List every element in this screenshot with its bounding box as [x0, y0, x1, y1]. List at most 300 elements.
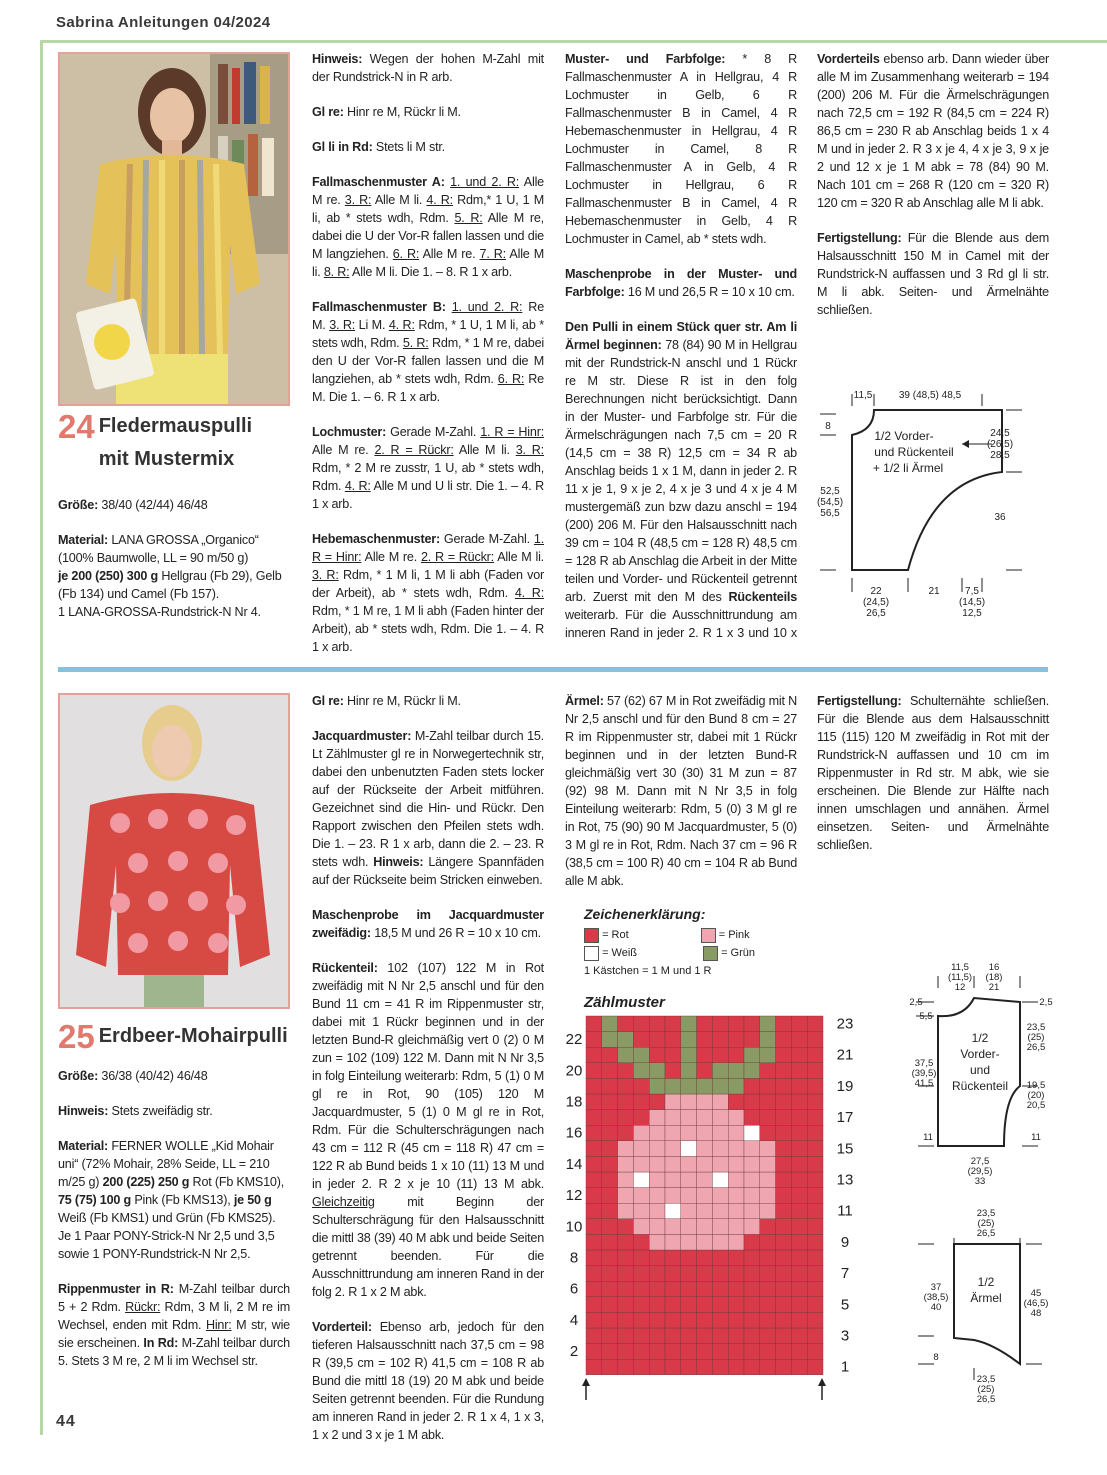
- chart-cell: [665, 1312, 681, 1328]
- chart-cell: [744, 1047, 760, 1063]
- project-24-number: 24: [58, 408, 95, 445]
- amount-value: Hellgrau (Fb 29), Gelb (Fb 134) und Camel (Fb 157).: [58, 569, 282, 601]
- p25-hinweis-label: Hinweis:: [58, 1104, 109, 1118]
- chart-cell: [697, 1016, 713, 1032]
- chart-cell: [586, 1344, 602, 1360]
- chart-cell: [649, 1016, 665, 1032]
- row-label-right: 21: [836, 1046, 854, 1064]
- chart-cell: [649, 1234, 665, 1250]
- chart-cell: [681, 1344, 697, 1360]
- chart-cell: [649, 1312, 665, 1328]
- chart-cell: [618, 1141, 634, 1157]
- row-label-left: 18: [565, 1093, 583, 1111]
- chart-cell: [586, 1266, 602, 1282]
- chart-cell: [760, 1063, 776, 1079]
- loch-r4: 4. R:: [344, 479, 371, 493]
- chart-cell: [791, 1063, 807, 1079]
- p25-vt-label: Vorderteil:: [312, 1320, 372, 1334]
- chart-cell: [776, 1312, 792, 1328]
- chart-cell: [744, 1094, 760, 1110]
- p25-rt-a: 102 (107) 122 M in Rot zweifädig mit N Nr 2,5 anschl und für den Bund 11 cm = 41 R im Rippenmuster str, dabei mit 1 Rückr beginnen und in der letzten Bund-R gleichmäßig vert 0 (2) 0 M zun = 102 (109) 122 M. Dann mit N Nr 3,5 in folg Einteilung weiterarb: Rdm, 5 (1) 0 M gl re in Rot, 90 (105) 120 M Jacquardmuster, 5 (1) 0 M gl re in Rot, Rdm. Für die Schulterschrägungen nach 43 cm = 112 R (45 cm = 118 R) 47 cm = 122 R ab Bund beids 1 x 10 (11) 13 M und in jeder 2. R 2 x je 10 (11) 13 M abk.: [312, 961, 544, 1191]
- chart-cell: [665, 1172, 681, 1188]
- legend-kaestchen: 1 Kästchen = 1 M und 1 R: [584, 965, 712, 977]
- row-label-right: 7: [840, 1265, 850, 1283]
- chart-cell: [697, 1141, 713, 1157]
- fmA-r8: 8. R:: [323, 265, 350, 279]
- chart-cell: [586, 1156, 602, 1172]
- chart-cell: [712, 1266, 728, 1282]
- mp-value: 16 M und 26,5 R = 10 x 10 cm.: [627, 285, 795, 299]
- p25-fert-value: Schulternähte schließen. Für die Blende aus dem Halsausschnitt 115 (115) 120 M zweifädig in Rot mit der Rundstrick-N auffassen und 10 cm im Rippenmuster in Rd str. M abk, wie sie erscheinen. Die Blende zur Hälfte nach innen umschlagen und annähen. Ärmel einsetzen. Seiten- und Ärmelnähte schließen.: [817, 694, 1049, 852]
- chart-cell: [728, 1016, 744, 1032]
- chart-cell: [807, 1328, 823, 1344]
- row-label-left: 14: [565, 1155, 583, 1173]
- chart-cell: [633, 1344, 649, 1360]
- heb-a: Gerade M-Zahl.: [443, 532, 530, 546]
- ss-r3: 48: [1030, 1308, 1042, 1319]
- sb-bot1: 27,5: [970, 1156, 990, 1167]
- chart-cell: [744, 1172, 760, 1188]
- chart-cell: [602, 1203, 618, 1219]
- chart-cell: [728, 1125, 744, 1141]
- chart-cell: [760, 1172, 776, 1188]
- chart-cell: [712, 1312, 728, 1328]
- ss-r2: (46,5): [1023, 1298, 1049, 1309]
- s24-left-mid2: (54,5): [816, 497, 844, 508]
- row-label-right: 23: [836, 1015, 854, 1033]
- chart-cell: [712, 1110, 728, 1126]
- sb-m1: 37,5: [914, 1058, 934, 1069]
- chart-cell: [602, 1328, 618, 1344]
- chart-cell: [744, 1141, 760, 1157]
- chart-cell: [649, 1188, 665, 1204]
- chart-cell: [602, 1219, 618, 1235]
- chart-cell: [744, 1078, 760, 1094]
- p25-rip-d: M-Zahl teilbar durch 5. Stets 3 M re, 2 M li im Wechsel str.: [58, 1336, 290, 1368]
- chart-cell: [602, 1110, 618, 1126]
- chart-cell: [665, 1063, 681, 1079]
- project-24-col2: [312, 50, 544, 673]
- chart-cell: [681, 1032, 697, 1048]
- row-label-right: 13: [836, 1171, 854, 1189]
- chart-cell: [776, 1141, 792, 1157]
- legend-gruen: [703, 944, 755, 962]
- chart-cell: [776, 1328, 792, 1344]
- chart-cell: [744, 1032, 760, 1048]
- chart-cell: [681, 1125, 697, 1141]
- p25-material-label: Material:: [58, 1139, 108, 1153]
- heb-r4-text: Rdm, * 1 M re, 1 M li abh (Faden hinter der Arbeit), ab * stets wdh, Rdm. Die 1. – 4. R 1 x arb.: [312, 604, 544, 654]
- sb-label4: Rückenteil: [951, 1079, 1009, 1093]
- chart-cell: [665, 1016, 681, 1032]
- chart-cell: [586, 1094, 602, 1110]
- chart-cell: [602, 1281, 618, 1297]
- chart-cell: [776, 1344, 792, 1360]
- chart-cell: [618, 1281, 634, 1297]
- chart-cell: [791, 1016, 807, 1032]
- chart-cell: [728, 1156, 744, 1172]
- project-25-title-text: Erdbeer-Mohairpulli: [98, 1025, 288, 1047]
- sb-rm3: 20,5: [1026, 1100, 1046, 1111]
- chart-cell: [602, 1032, 618, 1048]
- row-label-right: 3: [840, 1327, 850, 1345]
- chart-cell: [791, 1110, 807, 1126]
- chart-cell: [649, 1297, 665, 1313]
- chart-cell: [602, 1141, 618, 1157]
- chart-cell: [681, 1047, 697, 1063]
- chart-cell: [586, 1032, 602, 1048]
- chart-cell: [697, 1297, 713, 1313]
- chart-cell: [586, 1047, 602, 1063]
- chart-cell: [618, 1125, 634, 1141]
- chart-cell: [728, 1063, 744, 1079]
- s24-top-left: 11,5: [853, 390, 873, 401]
- sb-l1: 2,5: [909, 997, 923, 1008]
- page-frame-top: [40, 40, 1107, 43]
- chart-cell: [665, 1250, 681, 1266]
- chart-cell: [665, 1047, 681, 1063]
- chart-cell: [665, 1281, 681, 1297]
- chart-cell: [791, 1250, 807, 1266]
- chart-cell: [791, 1281, 807, 1297]
- chart-cell: [649, 1281, 665, 1297]
- fmB-r4: 4. R:: [388, 318, 415, 332]
- project-24-col1: [58, 496, 290, 638]
- chart-cell: [618, 1250, 634, 1266]
- chart-cell: [602, 1156, 618, 1172]
- chart-cell: [791, 1344, 807, 1360]
- loch-r2: 2. R = Rückr:: [374, 443, 454, 457]
- fmA-r6-text: Alle M re.: [422, 247, 476, 261]
- chart-cell: [697, 1312, 713, 1328]
- sb-m2: (39,5): [911, 1068, 937, 1079]
- chart-cell: [665, 1359, 681, 1375]
- legend-gruen-swatch: [703, 946, 718, 961]
- chart-cell: [744, 1312, 760, 1328]
- p25-jac-h: Hinweis:: [373, 855, 424, 869]
- chart-cell: [697, 1250, 713, 1266]
- chart-cell: [712, 1219, 728, 1235]
- chart-cell: [681, 1172, 697, 1188]
- chart-cell: [681, 1110, 697, 1126]
- chart-cell: [618, 1359, 634, 1375]
- chart-cell: [728, 1266, 744, 1282]
- chart-cell: [712, 1063, 728, 1079]
- chart-cell: [744, 1297, 760, 1313]
- chart-cell: [618, 1312, 634, 1328]
- legend-rot-text: = Rot: [602, 929, 629, 941]
- chart-cell: [791, 1266, 807, 1282]
- chart-cell: [712, 1141, 728, 1157]
- p25-glre-label: Gl re:: [312, 694, 344, 708]
- chart-cell: [807, 1281, 823, 1297]
- pulli-bold-2: Vorderteils: [817, 52, 880, 66]
- chart-cell: [618, 1266, 634, 1282]
- chart-cell: [776, 1156, 792, 1172]
- photo-illustration-24: [60, 54, 288, 404]
- chart-cell: [791, 1188, 807, 1204]
- chart-cell: [807, 1078, 823, 1094]
- p25-material-b1: 200 (225) 250 g: [102, 1175, 190, 1189]
- chart-cell: [633, 1094, 649, 1110]
- chart-cell: [618, 1094, 634, 1110]
- chart-cell: [681, 1266, 697, 1282]
- ss-b1: 23,5: [976, 1374, 996, 1385]
- chart-cell: [633, 1203, 649, 1219]
- chart-cell: [728, 1234, 744, 1250]
- fmA-r5: 5. R:: [454, 211, 483, 225]
- chart-cell: [791, 1032, 807, 1048]
- chart-cell: [760, 1297, 776, 1313]
- legend-weiss-swatch: [584, 946, 599, 961]
- chart-cell: [760, 1219, 776, 1235]
- chart-cell: [665, 1328, 681, 1344]
- sb-label3: und: [969, 1063, 991, 1077]
- chart-cell: [697, 1094, 713, 1110]
- ss-label1: 1/2: [977, 1275, 995, 1289]
- chart-cell: [728, 1172, 744, 1188]
- chart-cell: [791, 1328, 807, 1344]
- chart-cell: [776, 1266, 792, 1282]
- row-label-left: 4: [569, 1311, 579, 1329]
- fmA-r4-text: Rdm,* 1 U, 1 M li, ab * stets wdh, Rdm.: [312, 193, 544, 225]
- chart-cell: [760, 1312, 776, 1328]
- chart-cell: [791, 1141, 807, 1157]
- chart-cell: [602, 1078, 618, 1094]
- chart-cell: [633, 1016, 649, 1032]
- mf-label: Muster- und Farbfolge:: [565, 52, 726, 66]
- chart-cell: [760, 1032, 776, 1048]
- chart-cell: [586, 1328, 602, 1344]
- p25-rt-label: Rückenteil:: [312, 961, 378, 975]
- heb-r1: 1. R = Hinr:: [312, 532, 544, 564]
- chart-cell: [602, 1234, 618, 1250]
- chart-cell: [697, 1078, 713, 1094]
- sb-a3: 12: [954, 982, 966, 993]
- chart-cell: [602, 1297, 618, 1313]
- row-label-right: 15: [836, 1140, 854, 1158]
- chart-cell: [697, 1032, 713, 1048]
- chart-cell: [791, 1156, 807, 1172]
- chart-cell: [649, 1219, 665, 1235]
- chart-cell: [807, 1094, 823, 1110]
- chart-cell: [807, 1032, 823, 1048]
- chart-cell: [618, 1203, 634, 1219]
- p25-material-c: Je 1 Paar PONY-Strick-N Nr 2,5 und 3,5 sowie 1 PONY-Rundstrick-N Nr 2,5.: [58, 1229, 275, 1261]
- photo-fledermauspulli: [58, 52, 290, 406]
- fmA-r5-text: Alle M re, dabei die U der Vor-R fallen lassen und die M langziehen.: [312, 211, 544, 261]
- chart-cell: [776, 1094, 792, 1110]
- chart-cell: [791, 1359, 807, 1375]
- chart-cell: [744, 1344, 760, 1360]
- legend-pink: [701, 926, 750, 944]
- chart-cell: [760, 1141, 776, 1157]
- chart-cell: [712, 1188, 728, 1204]
- chart-cell: [728, 1281, 744, 1297]
- chart-cell: [776, 1234, 792, 1250]
- chart-cell: [697, 1234, 713, 1250]
- sb-b3: 21: [988, 982, 1000, 993]
- material-value: LANA GROSSA „Organico“ (100% Baumwolle, LL = 90 m/50 g): [58, 533, 259, 565]
- chart-cell: [791, 1078, 807, 1094]
- loch-r2-text: Alle M li.: [458, 443, 510, 457]
- fmA-r7: 7. R:: [479, 247, 506, 261]
- chart-cell: [681, 1297, 697, 1313]
- chart-cell: [728, 1312, 744, 1328]
- s24-bot-mid: 21: [928, 586, 940, 597]
- chart-cell: [807, 1219, 823, 1235]
- knitting-chart: [556, 1012, 868, 1410]
- chart-cell: [649, 1250, 665, 1266]
- chart-cell: [744, 1219, 760, 1235]
- legend-rot: [584, 926, 629, 944]
- s24-bot-left: 22: [870, 586, 882, 597]
- chart-cell: [744, 1063, 760, 1079]
- chart-cell: [712, 1281, 728, 1297]
- heb-r3: 3. R:: [312, 568, 339, 582]
- heb-r1-text: Alle M re.: [364, 550, 418, 564]
- s24-left-mid3: 56,5: [820, 508, 840, 519]
- schematic-25-sleeve: [914, 1204, 1054, 1410]
- chart-cell: [776, 1203, 792, 1219]
- chart-cell: [681, 1188, 697, 1204]
- s24-left-mid: 52,5: [820, 486, 840, 497]
- page-frame-side: [40, 40, 43, 1435]
- chart-cell: [618, 1078, 634, 1094]
- sb-a2: (11,5): [947, 972, 973, 983]
- row-label-right: 19: [836, 1077, 854, 1095]
- chart-cell: [586, 1063, 602, 1079]
- chart-cell: [807, 1188, 823, 1204]
- row-label-left: 16: [565, 1124, 583, 1142]
- chart-cell: [586, 1141, 602, 1157]
- chart-cell: [649, 1063, 665, 1079]
- chart-cell: [586, 1125, 602, 1141]
- chart-cell: [681, 1203, 697, 1219]
- chart-cell: [697, 1281, 713, 1297]
- chart-cell: [633, 1297, 649, 1313]
- chart-cell: [760, 1156, 776, 1172]
- chart-cell: [681, 1063, 697, 1079]
- chart-cell: [712, 1094, 728, 1110]
- fmA-r3-text: Alle M li.: [374, 193, 423, 207]
- chart-cell: [728, 1141, 744, 1157]
- project-24-title-line2: mit Mustermix: [98, 448, 235, 470]
- chart-cell: [807, 1234, 823, 1250]
- chart-cell: [776, 1047, 792, 1063]
- chart-cell: [760, 1344, 776, 1360]
- fmB-label: Fallmaschenmuster B:: [312, 300, 446, 314]
- chart-cell: [712, 1359, 728, 1375]
- sb-b1: 16: [988, 962, 1000, 973]
- ss-bl: 8: [933, 1352, 939, 1363]
- row-label-right: 5: [840, 1296, 850, 1314]
- fert-label: Fertigstellung:: [817, 231, 902, 245]
- sb-r3: (25): [1027, 1032, 1045, 1043]
- chart-cell: [712, 1032, 728, 1048]
- fmA-r8-text: Alle M li. Die 1. – 8. R 1 x arb.: [352, 265, 513, 279]
- row-label-left: 20: [565, 1062, 583, 1080]
- p25-rip-hu: Hinr:: [205, 1318, 232, 1332]
- chart-cell: [649, 1078, 665, 1094]
- chart-cell: [649, 1032, 665, 1048]
- project-24-col3: [565, 50, 797, 659]
- p25-rip-rd: In Rd:: [143, 1336, 179, 1350]
- chart-cell: [776, 1016, 792, 1032]
- chart-cell: [618, 1032, 634, 1048]
- chart-cell: [602, 1172, 618, 1188]
- pulli-text-1: 78 (84) 90 M in Hellgrau mit der Rundstrick-N anschl und 1 Rückr re M str. Diese R ist in den folg Berechnungen nicht berücksichtigt. Dann in der Muster- und Farbfolge str. Für die Ärmelschrägungen nach 7,5 cm = 20 R (14,5 cm = 38 R) 12,5 cm = 34 R ab Anschlag beids 1 x 1 M, dann in jeder 2. R 11 x je 1, 9 x je 2, 4 x je 3 und 4 x je 4 M mustergemäß zun bzw dazu anschl = 194 (200) 206 M. Für den Halsausschnitt nach 39 cm = 104 R (48,5 cm = 128 R) 48,5 cm = 128 R ab Anschlag die Arbeit in der Mitte teilen und Vorder- und Rückenteil getrennt arb. Zuerst mit den M des: [565, 338, 797, 604]
- chart-cell: [665, 1344, 681, 1360]
- chart-cell: [807, 1344, 823, 1360]
- sb-r4: 26,5: [1026, 1042, 1046, 1053]
- chart-cell: [649, 1203, 665, 1219]
- chart-cell: [681, 1359, 697, 1375]
- chart-cell: [744, 1359, 760, 1375]
- chart-cell: [665, 1266, 681, 1282]
- chart-cell: [649, 1172, 665, 1188]
- chart-cell: [728, 1078, 744, 1094]
- sb-label1: 1/2: [971, 1031, 989, 1045]
- chart-cell: [697, 1172, 713, 1188]
- ss-l3: 40: [930, 1302, 942, 1313]
- project-24-title-line1: Fledermauspulli: [98, 415, 253, 437]
- p25-rt-b: mit Beginn der Schulterschrägung für den Halsausschnitt die mittl 38 (39) 40 M abk und beide Seiten getrennt beenden. Für die Ausschnittrundung am inneren Rand in der folg 2. R 1 x 2 M abk.: [312, 1195, 544, 1299]
- s24-label3: + 1/2 li Ärmel: [872, 461, 944, 475]
- chart-cell: [744, 1203, 760, 1219]
- ss-t3: 26,5: [976, 1228, 996, 1239]
- chart-cell: [665, 1110, 681, 1126]
- chart-cell: [728, 1032, 744, 1048]
- chart-cell: [744, 1234, 760, 1250]
- sb-l2: 5,5: [919, 1011, 933, 1022]
- chart-cell: [633, 1141, 649, 1157]
- p25-size-label: Größe:: [58, 1069, 99, 1083]
- chart-cell: [633, 1125, 649, 1141]
- fmA-r4: 4. R:: [426, 193, 453, 207]
- chart-cell: [791, 1297, 807, 1313]
- chart-cell: [760, 1047, 776, 1063]
- sb-bot2: (29,5): [967, 1166, 993, 1177]
- chart-cell: [665, 1032, 681, 1048]
- chart-cell: [618, 1219, 634, 1235]
- schematic-24: [812, 382, 1048, 622]
- chart-cell: [665, 1156, 681, 1172]
- legend-gruen-text: = Grün: [721, 947, 756, 959]
- p25-mp-value: 18,5 M und 26 R = 10 x 10 cm.: [374, 926, 541, 940]
- chart-cell: [618, 1172, 634, 1188]
- ss-t2: (25): [977, 1218, 995, 1229]
- chart-cell: [697, 1110, 713, 1126]
- chart-cell: [633, 1078, 649, 1094]
- schematic-25-body: [904, 958, 1054, 1198]
- chart-cell: [586, 1188, 602, 1204]
- row-label-left: 12: [565, 1187, 583, 1205]
- s24-bot-right: 7,5: [965, 586, 979, 597]
- chart-cell: [586, 1297, 602, 1313]
- chart-cell: [586, 1250, 602, 1266]
- project-25-col4: [817, 692, 1049, 871]
- p25-rt-gz: Gleichzeitig: [312, 1195, 375, 1209]
- chart-cell: [649, 1328, 665, 1344]
- chart-cell: [791, 1094, 807, 1110]
- chart-cell: [712, 1297, 728, 1313]
- chart-cell: [618, 1328, 634, 1344]
- chart-cell: [760, 1078, 776, 1094]
- sb-a1: 11,5: [951, 962, 969, 973]
- chart-cell: [649, 1141, 665, 1157]
- chart-cell: [712, 1344, 728, 1360]
